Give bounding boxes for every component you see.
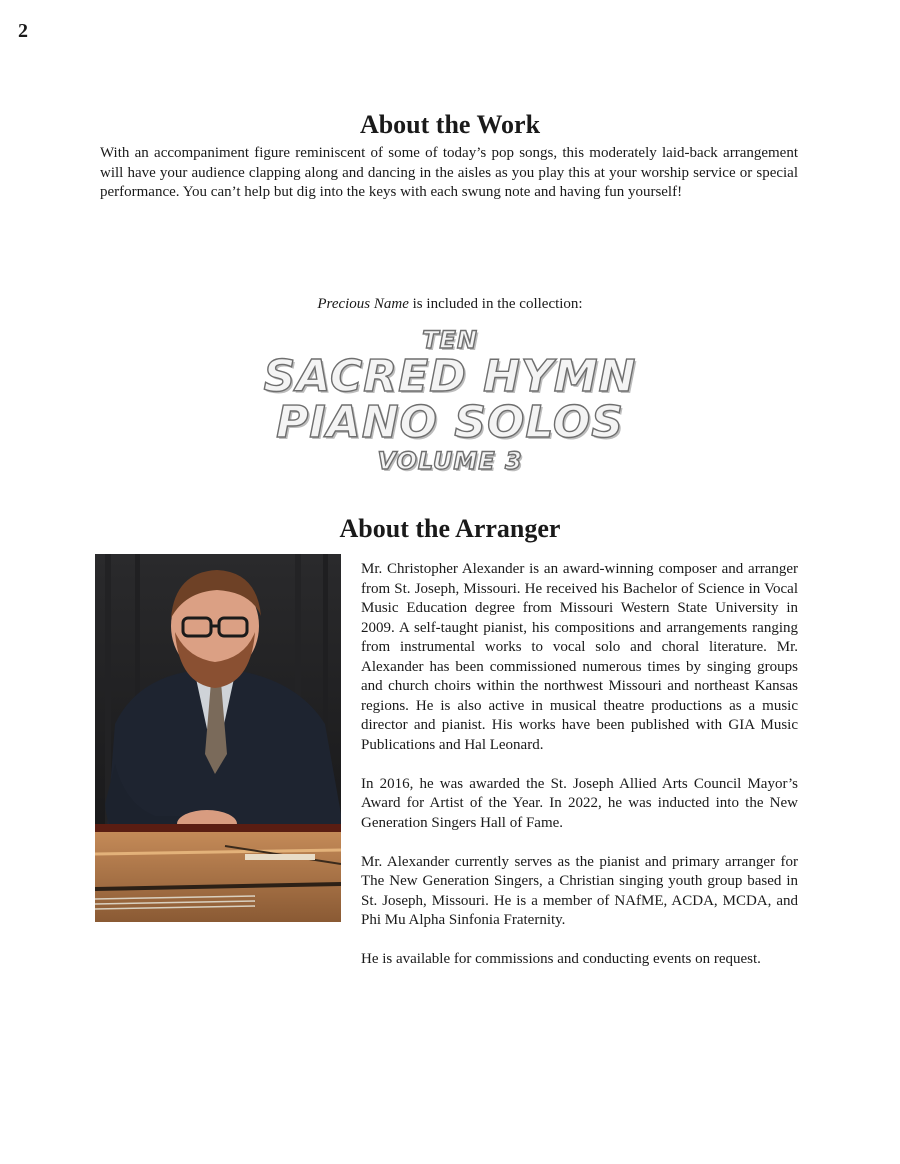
bio-paragraph-1: Mr. Christopher Alexander is an award-winning composer and arranger from St. Joseph, Missouri. He received his Bachelor of Science in Vocal Music Education degree from Missouri Western State University in 2009. A self-taught pianist, his compositions and arrangements ranging from instrumental works to vocal solo and choral literature. Mr. Alexander has been commissioned numerous times by singing groups and church choirs within the northwest Missouri and northeast Kansas regions. He is also active in musical theatre productions as a music director and pianist. His works have been published with GIA Music Publications and Hal Leonard. — [361, 561, 798, 753]
collection-title-line-3: PIANO SOLOS — [276, 397, 624, 448]
collection-title-line-2: SACRED HYMN — [263, 351, 637, 402]
collection-title-logo — [250, 326, 650, 476]
collection-title-line-4: VOLUME 3 — [377, 447, 523, 475]
bio-paragraph-4: He is available for commissions and conducting events on request. — [361, 951, 761, 967]
about-arranger-heading: About the Arranger — [339, 514, 561, 543]
arranger-photo-illustration — [95, 554, 341, 922]
arranger-photo — [95, 554, 341, 922]
page-number: 2 — [18, 20, 28, 42]
bio-paragraph-2: In 2016, he was awarded the St. Joseph Allied Arts Council Mayor’s Award for Artist of the Year. In 2022, he was inducted into the New Generation Singers Hall of Fame. — [361, 775, 798, 831]
collection-title-line-1: TEN — [422, 326, 478, 354]
collection-intro — [0, 296, 900, 313]
arranger-bio — [361, 560, 798, 989]
about-work-heading: About the Work — [359, 110, 541, 139]
bio-paragraph-3: Mr. Alexander currently serves as the pianist and primary arranger for The New Generation Singers, a Christian singing youth group based in St. Joseph, Missouri. He is a member of NAfME, ACDA, MCDA, and Phi Mu Alpha Sinfonia Fraternity. — [361, 853, 798, 928]
collection-intro-text: is included in the collection: — [408, 296, 583, 312]
song-title: Precious Name — [317, 296, 409, 312]
about-work-description: With an accompaniment figure reminiscent of some of today’s pop songs, this moderately laid-back arrangement will have your audience clapping along and dancing in the aisles as you play this at your worship service or special performance. You can’t help but dig into the keys with each swung note and having fun yourself! — [100, 145, 798, 200]
